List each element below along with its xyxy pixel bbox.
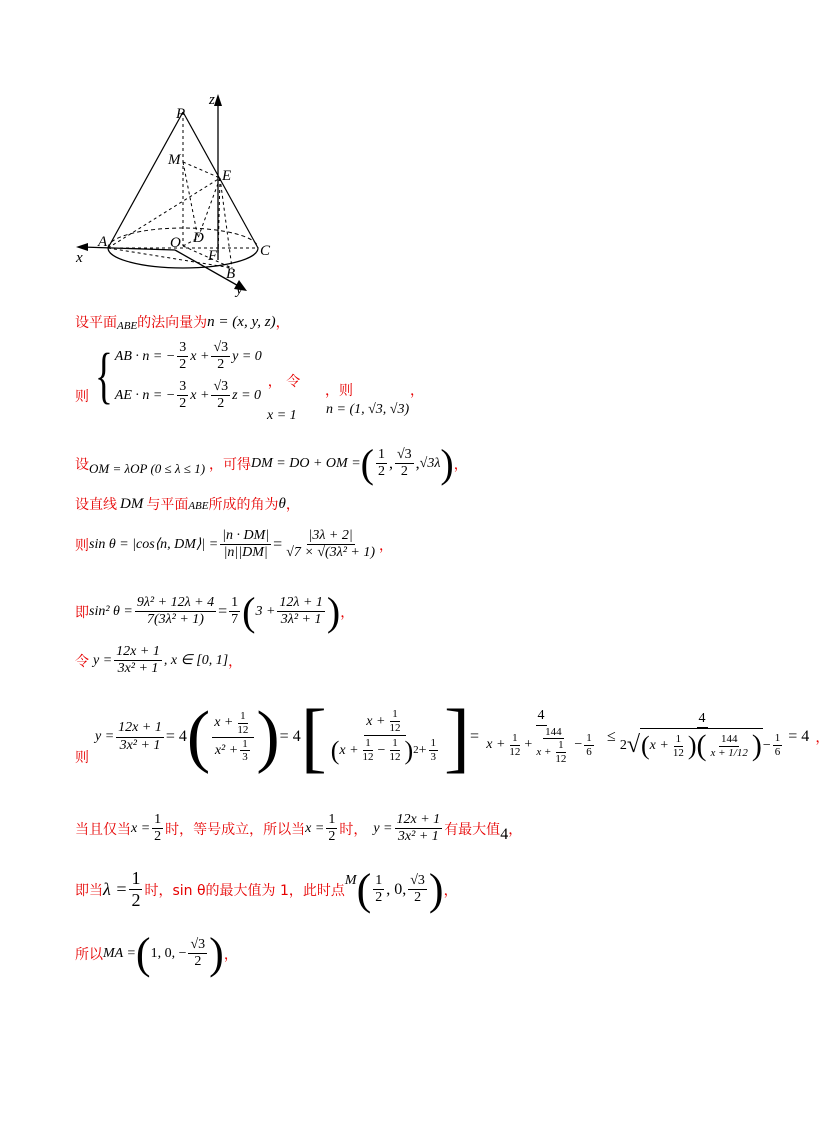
- l10-mid: , 0,: [386, 880, 407, 898]
- l10-frac-b-den: 2: [414, 890, 422, 905]
- l3-om: OM = λOP (0 ≤ λ ≤ 1): [89, 460, 206, 476]
- l8-a-num: 1: [240, 710, 246, 723]
- l8-frac-num: 12x + 1: [116, 720, 164, 737]
- eq1-frac2-num: √3: [211, 340, 230, 357]
- l6-frac2: [277, 595, 325, 628]
- eq2-frac2: [211, 379, 230, 412]
- l7-frac-num: 12x + 1: [114, 644, 162, 661]
- l10-text2: 时，sin θ的最大值为 1，此时点: [144, 882, 345, 899]
- l6-three: 3 +: [255, 603, 276, 619]
- l7-end: ，: [228, 653, 243, 670]
- l8-d-num: 1: [365, 737, 371, 750]
- l1-text2: 的法向量为: [137, 315, 208, 331]
- l9-half2-den: 2: [328, 829, 336, 845]
- l10-frac-a-num: 1: [373, 873, 384, 890]
- l8-le: ≤: [607, 728, 616, 745]
- l10-frac-a: [373, 873, 384, 906]
- l7-dom: , x ∈ [0, 1]: [163, 653, 229, 669]
- line-3: 设 OM = λOP (0 ≤ λ ≤ 1) ，可得 DM = DO + OM = ( $\frac{1}{2}$ , $\frac{√3}{2}$ , √3λ ) ，: [75, 441, 468, 486]
- l8-x2: x² +: [214, 742, 239, 758]
- l5-frac2-num: |3λ + 2|: [307, 528, 355, 545]
- l9-text2: 时，等号成立，所以当: [165, 821, 306, 838]
- l9-half2-num: 1: [326, 812, 337, 829]
- l8-g-den: 12: [509, 746, 521, 759]
- label-B: B: [226, 266, 236, 282]
- l9-yfrac-num: 12x + 1: [395, 812, 443, 829]
- l8-y: y =: [95, 729, 115, 744]
- label-x: x: [76, 250, 83, 266]
- l8-l-den: x + 1/12: [710, 746, 748, 759]
- l8-rparen1: ): [256, 698, 280, 775]
- l8-c-num: 1: [392, 708, 398, 721]
- l8-e-den: 12: [389, 751, 401, 764]
- l8-j-num: 1: [586, 732, 592, 745]
- l8-prefix: 则: [75, 750, 89, 766]
- l8-lparen1: (: [186, 698, 211, 775]
- l8-b-num: 1: [242, 737, 248, 750]
- eq1-frac-num: 3: [177, 340, 188, 357]
- l8-bigfrac2: [329, 708, 442, 765]
- l11-coord: 1, 0, −: [150, 945, 187, 961]
- l5-frac1-num: |n · DM|: [220, 528, 271, 545]
- l3-frac-a: [376, 447, 387, 480]
- l11-frac-den: 2: [194, 954, 202, 969]
- l11-end: ，: [223, 946, 238, 963]
- l4-theta: θ: [278, 495, 286, 512]
- l8-bigfrac2-num: [364, 708, 406, 735]
- l9-text3: 时，: [339, 821, 368, 838]
- l10-end: ，: [443, 882, 458, 899]
- eq2-c: z = 0: [232, 387, 262, 403]
- l9-yfrac: [395, 812, 443, 845]
- z-axis-arrow: [214, 94, 222, 106]
- l8-bigfrac3-num: 4: [536, 708, 547, 725]
- l8-bigfrac1: [212, 710, 254, 764]
- l1-plane: ABE: [117, 320, 138, 332]
- edge-PA: [108, 112, 183, 248]
- l4-text: 设直线: [75, 497, 117, 513]
- line-1: [75, 312, 290, 332]
- l8-g-num: 1: [512, 732, 518, 745]
- cone-figure: [70, 90, 270, 300]
- eq2-frac: [177, 379, 188, 412]
- l8-bigfrac3-den: x + $\frac{1}{12}$ + 144 x + $\frac{1}{12}$ − $\frac{1}{6}$: [486, 725, 592, 765]
- l5-frac1-den: |n||DM|: [223, 545, 268, 561]
- l9-text4: 有最大值: [444, 821, 501, 838]
- eq2-frac-den: 2: [179, 396, 187, 412]
- l11-frac-num: √3: [188, 937, 207, 954]
- line-2: [75, 340, 300, 412]
- l8-frac-den: 3x² + 1: [119, 737, 161, 753]
- l9-half-den: 2: [154, 829, 162, 845]
- l4-dm: DM: [120, 495, 144, 512]
- l8-frac: [116, 720, 164, 753]
- l6-frac2-num: 12λ + 1: [277, 595, 325, 612]
- l5-prefix: 则: [75, 537, 89, 554]
- l8-bigfrac4-den: 2 √ ( x + $\frac{1}{12}$ ) ( $\frac{144}{x + 1/12}$ ) − $\frac{1}{6}$: [619, 728, 781, 762]
- l6-rparen: ): [326, 589, 341, 634]
- base-front: [108, 248, 258, 268]
- l10-frac-b: [408, 873, 427, 906]
- l5-frac2: [284, 528, 377, 561]
- l8-eq4: = 4: [165, 728, 187, 745]
- l3-kede: ，可得: [209, 456, 252, 473]
- eq1-frac2: [211, 340, 230, 373]
- l7-frac: [114, 644, 162, 677]
- l11-frac: [188, 937, 207, 970]
- l6-frac7: [229, 595, 240, 628]
- l2-ze: ，则: [325, 383, 353, 399]
- l8-f-den: 3: [430, 751, 437, 764]
- l3-vec-c: √3λ: [419, 455, 441, 471]
- l10-frac-a-den: 2: [375, 890, 383, 905]
- l9-x2: x =: [305, 820, 325, 836]
- l8-final: = 4: [788, 728, 810, 745]
- l8-rbracket: ]: [444, 693, 470, 780]
- eq1-ab: AB · n = −: [114, 348, 176, 364]
- l8-j-den: 6: [586, 746, 592, 759]
- eq1-frac-den: 2: [179, 357, 187, 373]
- line-6: [75, 588, 354, 635]
- l8-l-num: 144: [720, 732, 738, 745]
- line-7: [75, 644, 242, 677]
- l9-text: 当且仅当: [75, 821, 131, 838]
- l8-k-num: 1: [675, 732, 682, 745]
- system-equations: [115, 340, 262, 412]
- l6-lparen: (: [242, 589, 256, 634]
- eq2-ae: AE · n = −: [114, 387, 176, 403]
- l8-i-num: 1: [558, 739, 564, 752]
- l8-bigfrac3: [481, 708, 601, 765]
- l8-k-den: 12: [672, 746, 684, 759]
- eq1-c: y = 0: [232, 348, 262, 364]
- eq1-frac2-den: 2: [217, 357, 225, 373]
- l2-ling: ， 令: [267, 374, 301, 391]
- l10-lparen: (: [356, 865, 372, 914]
- label-O: O: [170, 235, 181, 251]
- l8-x-b: x +: [366, 713, 386, 729]
- eq1-frac: [177, 340, 188, 373]
- l9-max: 4: [500, 825, 509, 843]
- l6-frac7-den: 7: [231, 612, 239, 627]
- l1-end: ，: [275, 315, 290, 331]
- label-y: y: [236, 282, 243, 298]
- l9-end: ，: [508, 821, 523, 838]
- line-8: [75, 692, 829, 782]
- l2-x1: x = 1: [267, 408, 297, 423]
- l6-frac7-num: 1: [229, 595, 240, 612]
- l11-lparen: (: [135, 929, 151, 978]
- l3-frac-a-num: 1: [376, 447, 387, 464]
- l3-frac-b: [395, 447, 414, 480]
- label-C: C: [260, 243, 271, 259]
- l8-m-num: 1: [774, 732, 781, 745]
- l8-c-den: 12: [389, 722, 401, 735]
- eq2-b: x +: [190, 387, 210, 403]
- l8-h-num: 144: [545, 725, 562, 738]
- l10-half: [129, 868, 142, 910]
- l2-prefix: 则: [75, 389, 89, 406]
- l3-prefix: 设: [75, 456, 89, 473]
- l8-e-num: 1: [392, 737, 398, 750]
- l8-x-c: x +: [339, 742, 359, 758]
- l5-end: ，: [379, 537, 394, 554]
- l11-text: 所以: [75, 946, 103, 963]
- label-D: D: [193, 230, 204, 246]
- line-9: [75, 812, 522, 845]
- l11-ma: MA =: [103, 945, 136, 961]
- l8-bigfrac1-den: [213, 738, 254, 764]
- line-4: [75, 494, 300, 514]
- l3-lparen: (: [360, 441, 374, 486]
- l7-frac-den: 3x² + 1: [117, 661, 159, 677]
- l3-rparen: ): [440, 441, 454, 486]
- l1-text: 设平面: [75, 315, 117, 331]
- l3-frac-a-den: 2: [377, 464, 385, 479]
- l9-x: x =: [131, 820, 151, 836]
- l8-b-den: 3: [242, 751, 248, 764]
- eq2-frac2-den: 2: [217, 396, 225, 412]
- l6-frac: [135, 595, 216, 628]
- l8-bigfrac4-num: 4: [697, 711, 708, 728]
- l6-frac2-den: 3λ² + 1: [280, 612, 322, 627]
- l5-frac1: [220, 528, 271, 561]
- label-M: M: [168, 152, 181, 168]
- l6-eq: =: [218, 602, 228, 620]
- l6-end: ，: [340, 604, 355, 621]
- l4-text3: 所成的角为: [208, 497, 279, 513]
- l4-text2: 与平面: [146, 497, 189, 513]
- l7-y: y =: [93, 652, 113, 668]
- eq2-frac2-num: √3: [211, 379, 230, 396]
- l6-frac-num: 9λ² + 12λ + 4: [135, 595, 216, 612]
- label-E: E: [222, 168, 232, 184]
- l8-i-den: 12: [555, 752, 567, 765]
- eq1-b: x +: [190, 348, 210, 364]
- l8-m-den: 6: [774, 746, 781, 759]
- l10-half-num: 1: [131, 868, 141, 889]
- l11-rparen: ): [209, 929, 224, 978]
- l8-x: x +: [214, 715, 234, 731]
- l9-yfrac-den: 3x² + 1: [397, 829, 439, 845]
- label-F: F: [208, 248, 218, 264]
- l8-a-den: 12: [237, 723, 249, 736]
- l8-bigfrac2-den: ( x + $\frac{1}{12}$ − $\frac{1}{12}$ ) 2 + $\frac{1}{3}$: [330, 735, 437, 765]
- system-brace: {: [94, 342, 113, 411]
- l9-y: y =: [373, 820, 393, 836]
- l6-frac-den: 7(3λ² + 1): [146, 612, 204, 627]
- l3-frac-b-num: √3: [395, 447, 414, 464]
- l8-eq: =: [470, 728, 480, 745]
- l4-end: ，: [285, 497, 300, 513]
- l9-half2: [326, 812, 337, 845]
- l10-lambda: λ =: [103, 879, 128, 899]
- l8-end: ，: [815, 730, 829, 746]
- eq-AB: [115, 340, 262, 373]
- l2-n: n = (1, √3, √3): [326, 402, 410, 417]
- l8-two: 2: [619, 737, 627, 753]
- l7-prefix: 令: [75, 653, 89, 670]
- l3-end: ，: [453, 456, 468, 473]
- l3-dm: DM = DO + OM =: [251, 455, 361, 471]
- l9-half: [152, 812, 163, 845]
- l10-frac-b-num: √3: [408, 873, 427, 890]
- l8-bigfrac1-num: [212, 710, 254, 737]
- l10-text: 即当: [75, 882, 103, 899]
- line-11: [75, 928, 238, 979]
- l9-half-num: 1: [152, 812, 163, 829]
- l10-M: M: [344, 872, 357, 888]
- eq2-frac-num: 3: [177, 379, 188, 396]
- l8-sq: 2: [413, 744, 419, 757]
- l8-eq4b: = 4: [279, 728, 301, 745]
- l8-h-den: x + $\frac{1}{12}$: [536, 739, 567, 765]
- l6-prefix: 即: [75, 604, 89, 621]
- line-10: [75, 864, 458, 915]
- l8-lbracket: [: [300, 693, 327, 780]
- line-EB: [220, 178, 232, 268]
- l10-half-den: 2: [131, 890, 141, 910]
- l2-end: ，: [410, 383, 424, 399]
- l5-frac2-den: √7 × √(3λ² + 1): [286, 545, 376, 561]
- l6-sin2: sin² θ =: [89, 603, 133, 619]
- label-z: z: [209, 92, 215, 108]
- l10-rparen: ): [428, 865, 444, 914]
- l4-abe: ABE: [188, 500, 209, 512]
- label-P: P: [176, 106, 186, 122]
- l8-bigfrac4: [618, 711, 786, 764]
- l8-d-den: 12: [362, 751, 374, 764]
- l8-f-num: 1: [430, 737, 437, 750]
- l1-eq: n = (x, y, z): [207, 313, 276, 330]
- eq-AE: [115, 379, 262, 412]
- line-5: 则 sin θ = |cos⟨n, DM⟩| = $\frac{|n \cdot DM|}{|n||DM|}$ = $\frac{|3\lambda + 2|}{\text{√7 × √(3λ² + 1)}}$ ，: [75, 528, 394, 561]
- l5-sin: sin θ = |cos⟨n, DM⟩| =: [89, 537, 219, 553]
- label-A: A: [98, 234, 108, 250]
- l3-frac-b-den: 2: [400, 464, 408, 479]
